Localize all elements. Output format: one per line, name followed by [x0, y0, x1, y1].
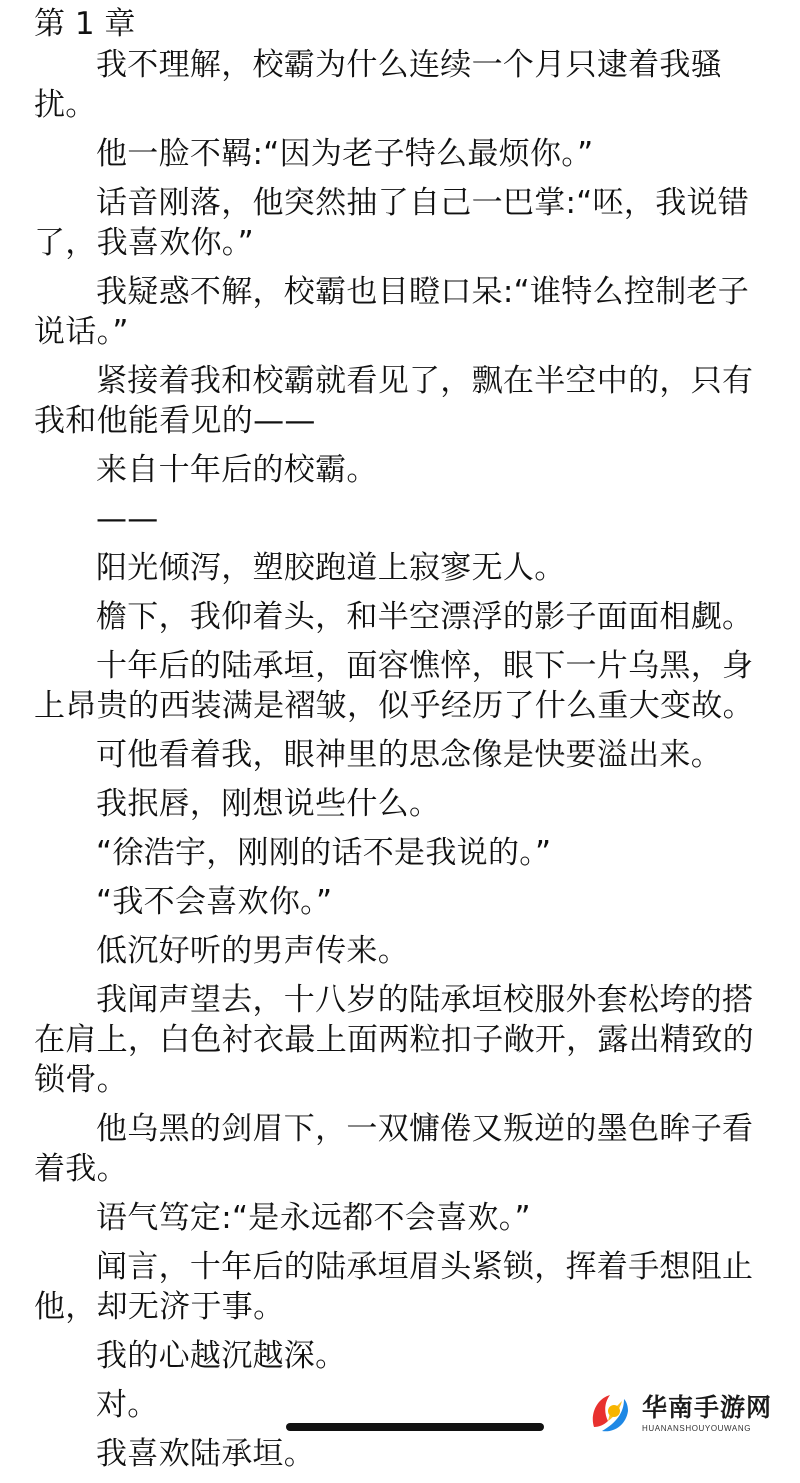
- paragraph: 我喜欢陆承垣。: [96, 1436, 316, 1472]
- paragraph: 十年后的陆承垣，面容憔悴，眼下一片乌黑，身上昂贵的西装满是褶皱，似乎经历了什么重大变故。: [34, 648, 754, 724]
- paragraph: 来自十年后的校霸。: [96, 452, 378, 488]
- watermark-name: 华南手游网: [642, 1392, 773, 1422]
- paragraph: 紧接着我和校霸就看见了，飘在半空中的，只有我和他能看见的——: [34, 363, 754, 439]
- paragraph: 我的心越沉越深。: [96, 1338, 347, 1374]
- paragraph: 闻言，十年后的陆承垣眉头紧锁，挥着手想阻止他，却无济于事。: [34, 1249, 754, 1325]
- paragraph: 檐下，我仰着头，和半空漂浮的影子面面相觑。: [96, 599, 754, 635]
- logo-icon: [584, 1387, 636, 1439]
- watermark-domain: HUANANSHOUYOUWANG: [642, 1423, 752, 1433]
- chapter-content[interactable]: [34, 45, 774, 1483]
- watermark-text: [642, 1393, 772, 1434]
- home-indicator[interactable]: [286, 1423, 544, 1431]
- site-watermark: [584, 1380, 792, 1446]
- paragraph: 话音刚落，他突然抽了自己一巴掌:“呸，我说错了，我喜欢你。”: [34, 185, 750, 261]
- paragraph: 语气笃定:“是永远都不会喜欢。”: [96, 1200, 531, 1236]
- paragraph: 他乌黑的剑眉下，一双慵倦又叛逆的墨色眸子看着我。: [34, 1111, 754, 1187]
- paragraph-separator: ——: [96, 501, 159, 537]
- paragraph: 他一脸不羁:“因为老子特么最烦你。”: [96, 136, 594, 172]
- paragraph: 阳光倾泻，塑胶跑道上寂寥无人。: [96, 550, 566, 586]
- paragraph: 我不理解，校霸为什么连续一个月只逮着我骚扰。: [34, 47, 722, 123]
- paragraph: “徐浩宇，刚刚的话不是我说的。”: [96, 835, 552, 871]
- chapter-title: 第 1 章: [34, 6, 136, 42]
- paragraph: 我抿唇，刚想说些什么。: [96, 786, 441, 822]
- paragraph: 对。: [96, 1387, 159, 1423]
- paragraph: 我闻声望去，十八岁的陆承垣校服外套松垮的搭在肩上，白色衬衣最上面两粒扣子敞开，露出精致的锁骨。: [34, 982, 754, 1098]
- paragraph: 我疑惑不解，校霸也目瞪口呆:“谁特么控制老子说话。”: [34, 274, 750, 350]
- paragraph: 可他看着我，眼神里的思念像是快要溢出来。: [96, 737, 722, 773]
- paragraph: “我不会喜欢你。”: [96, 884, 333, 920]
- paragraph: 低沉好听的男声传来。: [96, 933, 409, 969]
